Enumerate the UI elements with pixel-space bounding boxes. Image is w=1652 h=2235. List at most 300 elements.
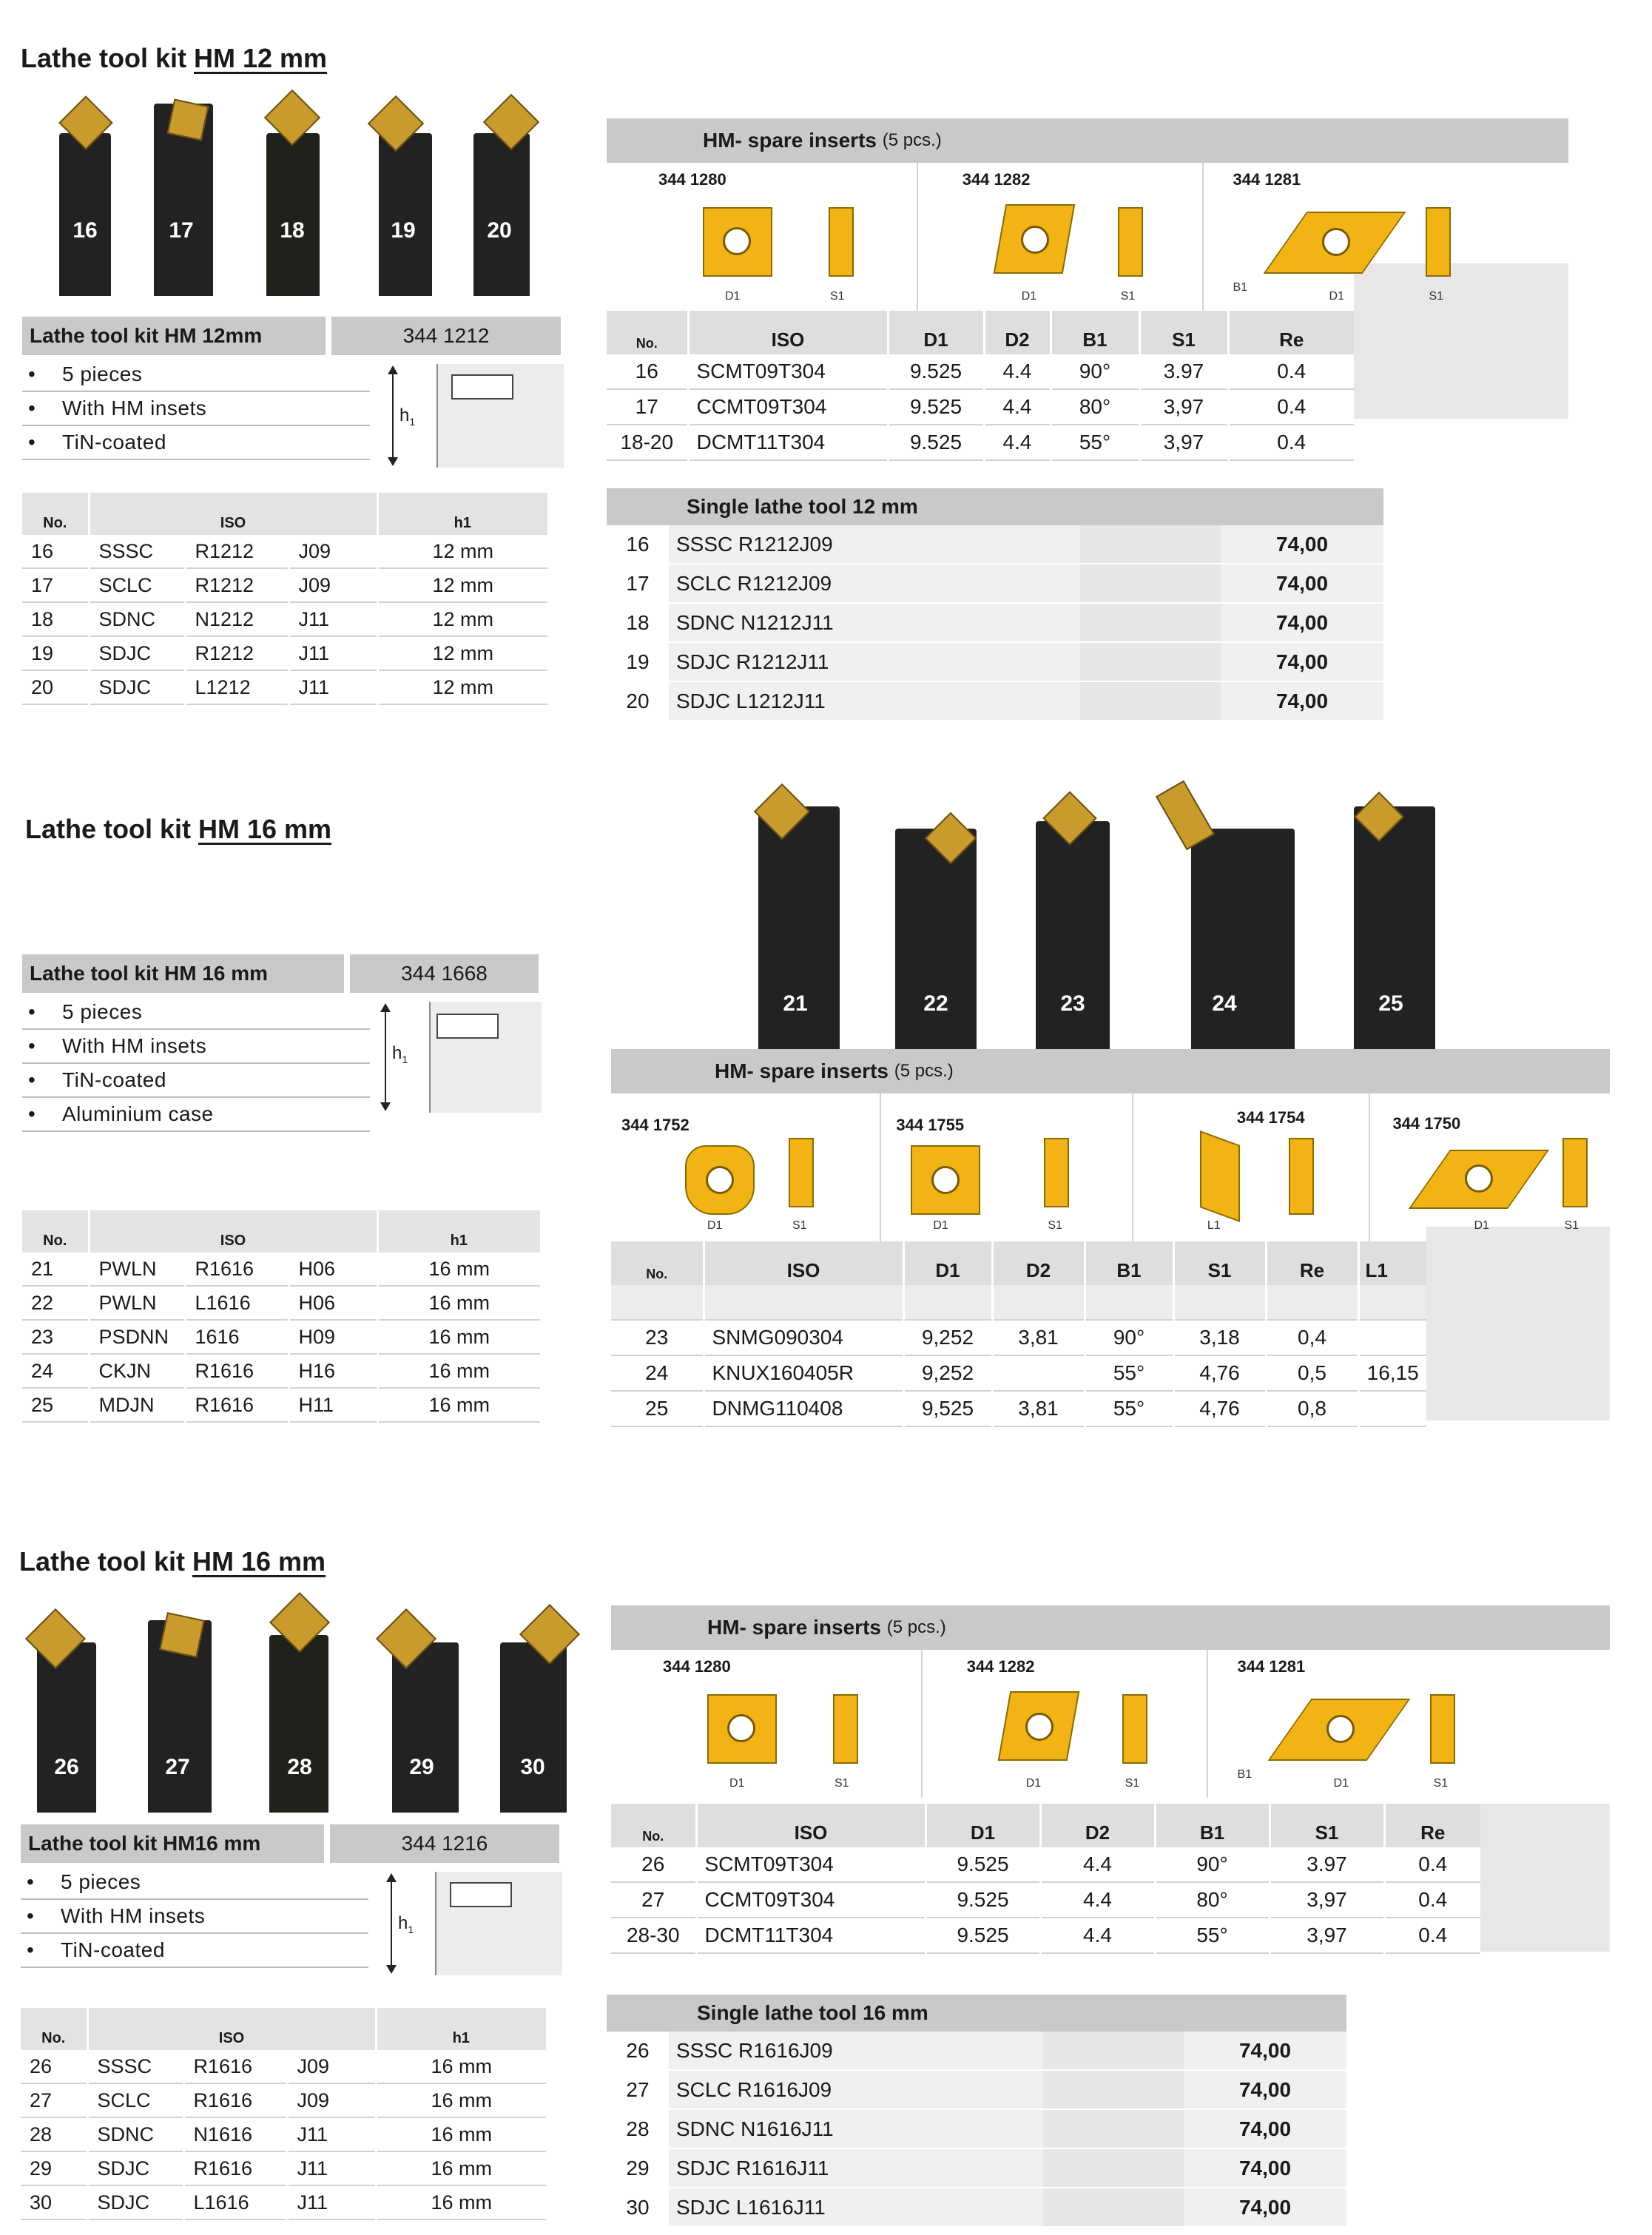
- cell: PSDNN: [89, 1320, 185, 1354]
- kit-name: Lathe tool kit HM 12mm: [22, 317, 326, 355]
- h-label: h: [398, 1913, 408, 1933]
- kit-bullets: [22, 358, 370, 460]
- cell: 23: [611, 1320, 704, 1355]
- cell: PWLN: [89, 1286, 185, 1320]
- cell: 0.4: [1228, 389, 1354, 425]
- cell: DCMT11T304: [696, 1918, 926, 1953]
- insert-drawing: [1204, 163, 1568, 311]
- cell: 9.525: [926, 1882, 1040, 1918]
- tool-photo: [259, 1591, 340, 1813]
- col-header-no: No.: [22, 1210, 89, 1253]
- single-tool-table: [607, 488, 1383, 721]
- insert-drawing: [923, 1650, 1208, 1798]
- cell: 1616: [185, 1320, 289, 1354]
- cell: 80°: [1051, 389, 1139, 425]
- kit-bullet: • TiN-coated: [21, 1934, 368, 1968]
- cell: H11: [289, 1388, 377, 1422]
- tool-photos: [15, 1591, 577, 1813]
- cell: DNMG110408: [704, 1391, 903, 1426]
- cell: 3,97: [1270, 1882, 1384, 1918]
- cell: 17: [22, 568, 89, 602]
- cell: 16 mm: [377, 1354, 540, 1388]
- cell: 28: [626, 2117, 650, 2140]
- col-header: D1: [903, 1241, 992, 1285]
- spare-header: [607, 118, 1568, 163]
- spare-inserts: [611, 1605, 1610, 1954]
- cell: 55°: [1085, 1391, 1173, 1426]
- dim-label: S1: [1564, 1219, 1579, 1232]
- cell: SDJC: [89, 670, 185, 704]
- kit-bullet: • With HM insets: [22, 1030, 370, 1064]
- col-header: ISO: [688, 311, 888, 354]
- cell: 9,252: [903, 1320, 992, 1355]
- cell: 27: [21, 2083, 87, 2117]
- cell: 16: [22, 535, 89, 568]
- dim-label: S1: [835, 1777, 849, 1790]
- kit-code: 344 1668: [350, 954, 539, 993]
- cell: SDNC: [89, 602, 185, 636]
- spare-pcs: (5 pcs.): [886, 1617, 946, 1637]
- table-row: [611, 1285, 1426, 1320]
- insert-table: [607, 311, 1354, 461]
- cell: 24: [22, 1354, 89, 1388]
- cell: SCMT09T304: [696, 1847, 926, 1882]
- h-sub: 1: [408, 1923, 414, 1935]
- cell: SCLC R1212J09: [669, 564, 1080, 602]
- col-header: S1: [1173, 1241, 1266, 1285]
- cell: J11: [287, 2185, 376, 2219]
- cell: 9.525: [926, 1847, 1040, 1882]
- cell: 9.525: [926, 1918, 1040, 1953]
- cell: H06: [289, 1253, 377, 1286]
- cell: 28-30: [611, 1918, 696, 1953]
- height-diagram: [377, 364, 562, 468]
- cell: R1212: [185, 636, 289, 670]
- cell: 18: [626, 610, 650, 634]
- dim-label: S1: [1433, 1777, 1449, 1790]
- cell: 3.97: [1270, 1847, 1384, 1882]
- tool-number: 23: [1060, 991, 1085, 1016]
- dim-label: S1: [1120, 290, 1136, 303]
- tool-photo: [44, 89, 126, 296]
- cell: 17: [626, 571, 650, 595]
- cell: 4.4: [1040, 1882, 1155, 1918]
- table-row: [22, 602, 547, 636]
- cell: L1212: [185, 670, 289, 704]
- insert-code: 344 1755: [896, 1116, 965, 1134]
- cell: 21: [22, 1253, 89, 1286]
- col-header: ISO: [696, 1804, 926, 1847]
- spare-title: HM- spare inserts: [715, 1059, 889, 1082]
- price: 74,00: [1184, 2110, 1346, 2148]
- cell: R1616: [183, 2083, 287, 2117]
- table-row: [22, 1253, 540, 1286]
- section-title: [19, 1546, 326, 1577]
- cell: 4,76: [1173, 1391, 1266, 1426]
- cell: 22: [22, 1286, 89, 1320]
- col-header: No.: [611, 1804, 696, 1847]
- cell: 16: [626, 532, 650, 556]
- cell: SCLC R1616J09: [669, 2071, 1043, 2108]
- spare-inserts: [611, 1049, 1610, 1427]
- cell: 27: [611, 1882, 696, 1918]
- cell: 28: [21, 2117, 87, 2151]
- cell: 12 mm: [377, 670, 547, 704]
- single-title: Single lathe tool 16 mm: [607, 1995, 1346, 2032]
- cell: 16 mm: [376, 2151, 546, 2185]
- cell: R1616: [185, 1354, 289, 1388]
- section-title: [25, 814, 331, 845]
- cell: 4.4: [984, 425, 1051, 460]
- cell: SCLC: [89, 568, 185, 602]
- cell: SDJC: [87, 2151, 183, 2185]
- cell: 3,97: [1270, 1918, 1384, 1953]
- spare-title: HM- spare inserts: [707, 1616, 881, 1639]
- table-row: [22, 1320, 540, 1354]
- height-diagram: [376, 1872, 561, 1975]
- insert-code: 344 1282: [966, 1657, 1035, 1676]
- cell: 3,81: [992, 1320, 1085, 1355]
- cell: 18: [22, 602, 89, 636]
- cell: N1212: [185, 602, 289, 636]
- cell: 0.4: [1228, 425, 1354, 460]
- cell: 0,4: [1266, 1320, 1358, 1355]
- section-title: [21, 43, 327, 74]
- price: 74,00: [1184, 2032, 1346, 2069]
- tool-number: 22: [923, 991, 948, 1016]
- tool-number: 20: [487, 218, 512, 243]
- col-header: D2: [984, 311, 1051, 354]
- cell: SSSC: [87, 2050, 183, 2083]
- cell: SDJC: [87, 2185, 183, 2219]
- tool-number: 18: [280, 218, 305, 243]
- tool-number: 27: [165, 1755, 190, 1779]
- cell: [992, 1285, 1085, 1320]
- section-title-emph: HM 16 mm: [198, 814, 332, 844]
- cell: [1358, 1320, 1426, 1355]
- table-row: [607, 2071, 1346, 2110]
- tool-number: 21: [783, 991, 808, 1016]
- iso-table: [21, 2008, 546, 2220]
- cell: H09: [289, 1320, 377, 1354]
- insert-code: 344 1281: [1237, 1657, 1306, 1676]
- cell: 16 mm: [376, 2117, 546, 2151]
- table-row: [607, 682, 1383, 721]
- cell: 3.97: [1139, 354, 1228, 389]
- cell: SSSC: [89, 535, 185, 568]
- cell: SDJC L1616J11: [669, 2188, 1043, 2226]
- table-row: [607, 525, 1383, 564]
- col-header-no: No.: [22, 493, 89, 535]
- price: 74,00: [1184, 2188, 1346, 2226]
- dim-label: D1: [707, 1219, 723, 1232]
- spare-header: [611, 1605, 1610, 1650]
- cell: R1212: [185, 568, 289, 602]
- insert-code: 344 1282: [962, 170, 1031, 189]
- spare-inserts: [607, 118, 1568, 461]
- insert-code: 344 1754: [1236, 1108, 1305, 1127]
- dim-label: D1: [1329, 290, 1344, 303]
- section-title-prefix: Lathe tool kit: [25, 814, 198, 844]
- single-title: Single lathe tool 12 mm: [607, 488, 1383, 525]
- col-header: B1: [1051, 311, 1139, 354]
- tool-photos: [732, 777, 1472, 1051]
- table-row: [22, 1354, 540, 1388]
- kit-code: 344 1212: [331, 317, 561, 355]
- price: 74,00: [1221, 525, 1383, 563]
- cell: 16 mm: [377, 1286, 540, 1320]
- iso-table: [22, 1210, 540, 1423]
- cell: J11: [289, 636, 377, 670]
- insert-code: 344 1280: [658, 170, 726, 189]
- price: 74,00: [1184, 2149, 1346, 2187]
- cell: [1358, 1391, 1426, 1426]
- cell: SCMT09T304: [688, 354, 888, 389]
- cell: KNUX160405R: [704, 1355, 903, 1391]
- col-header: B1: [1085, 1241, 1173, 1285]
- cell: SDJC R1212J11: [669, 643, 1080, 681]
- insert-drawing: [881, 1093, 1133, 1241]
- cell: 17: [607, 389, 688, 425]
- col-header-no: No.: [21, 2008, 87, 2050]
- cell: 3,18: [1173, 1320, 1266, 1355]
- cell: [992, 1355, 1085, 1391]
- dim-label: S1: [792, 1219, 807, 1232]
- table-row: [22, 568, 547, 602]
- tool-photo: [252, 89, 333, 296]
- insert-drawing: [611, 1093, 881, 1241]
- cell: N1616: [183, 2117, 287, 2151]
- insert-drawing: [1133, 1093, 1371, 1241]
- cell: 20: [22, 670, 89, 704]
- table-row: [21, 2117, 546, 2151]
- cell: 16 mm: [377, 1253, 540, 1286]
- insert-drawings: [611, 1093, 1610, 1241]
- cell: 4.4: [984, 354, 1051, 389]
- insert-drawing: [1370, 1093, 1610, 1241]
- kit-bullet: • TiN-coated: [22, 426, 370, 460]
- cell: R1212: [185, 535, 289, 568]
- table-row: [22, 1286, 540, 1320]
- table-row: [607, 354, 1354, 389]
- single-tool-table: [607, 1995, 1346, 2228]
- cell: 16 mm: [376, 2050, 546, 2083]
- h-sub: 1: [409, 415, 416, 428]
- cell: H06: [289, 1286, 377, 1320]
- col-header: S1: [1270, 1804, 1384, 1847]
- col-header: S1: [1139, 311, 1228, 354]
- tool-photo: [370, 1591, 473, 1813]
- cell: 55°: [1155, 1918, 1270, 1953]
- dim-label: D1: [1021, 290, 1037, 303]
- cell: 0,5: [1266, 1355, 1358, 1391]
- insert-drawings: [611, 1650, 1573, 1798]
- cell: SDJC L1212J11: [669, 682, 1080, 720]
- kit-box: [22, 954, 540, 1132]
- cell: J09: [287, 2050, 376, 2083]
- tool-photo: [1147, 777, 1302, 1051]
- tool-number: 30: [520, 1755, 545, 1779]
- cell: 3,97: [1139, 389, 1228, 425]
- cell: 12 mm: [377, 602, 547, 636]
- table-row: [607, 389, 1354, 425]
- cell: [903, 1285, 992, 1320]
- insert-code: 344 1281: [1233, 170, 1301, 189]
- cell: 26: [21, 2050, 87, 2083]
- cell: [704, 1285, 903, 1320]
- tool-photos: [30, 89, 555, 303]
- table-row: [607, 643, 1383, 682]
- cell: 55°: [1051, 425, 1139, 460]
- kit-box: [21, 1824, 561, 1968]
- iso-table: [22, 493, 547, 705]
- cell: 3,97: [1139, 425, 1228, 460]
- tool-photo: [459, 89, 540, 296]
- cell: SDNC N1212J11: [669, 604, 1080, 641]
- cell: J11: [287, 2151, 376, 2185]
- dim-label: B1: [1233, 281, 1248, 294]
- tool-photo: [22, 1591, 111, 1813]
- tool-photo: [1028, 777, 1117, 1051]
- dim-label: D1: [933, 1219, 948, 1232]
- table-row: [22, 636, 547, 670]
- cell: 19: [626, 650, 650, 673]
- table-row: [607, 2149, 1346, 2188]
- cell: 25: [22, 1388, 89, 1422]
- tool-number: 25: [1378, 991, 1403, 1016]
- cell: 0.4: [1384, 1847, 1480, 1882]
- dim-label: D1: [725, 290, 741, 303]
- table-row: [611, 1391, 1426, 1426]
- kit-name: Lathe tool kit HM 16 mm: [22, 954, 344, 993]
- cell: 24: [611, 1355, 704, 1391]
- cell: 20: [626, 689, 650, 712]
- price: 74,00: [1221, 643, 1383, 681]
- cell: J09: [289, 535, 377, 568]
- cell: [1266, 1285, 1358, 1320]
- table-row: [607, 604, 1383, 643]
- insert-drawing: [611, 1650, 923, 1798]
- insert-code: 344 1752: [621, 1116, 690, 1134]
- tool-photo: [888, 777, 984, 1051]
- tool-photo: [133, 1591, 222, 1813]
- table-row: [607, 564, 1383, 604]
- table-row: [21, 2083, 546, 2117]
- section-title-emph: HM 16 mm: [192, 1546, 326, 1577]
- tool-number: 17: [169, 218, 194, 243]
- cell: 12 mm: [377, 568, 547, 602]
- table-row: [611, 1355, 1426, 1391]
- cell: 0.4: [1228, 354, 1354, 389]
- cell: 16 mm: [376, 2083, 546, 2117]
- table-row: [607, 425, 1354, 460]
- spare-header: [611, 1049, 1610, 1093]
- spare-pcs: (5 pcs.): [894, 1061, 954, 1081]
- cell: R1616: [185, 1253, 289, 1286]
- col-header: D1: [888, 311, 984, 354]
- tool-number: 16: [73, 218, 98, 243]
- insert-drawing: [1208, 1650, 1573, 1798]
- table-row: [21, 2050, 546, 2083]
- kit-bullet: • 5 pieces: [21, 1866, 368, 1900]
- cell: 29: [626, 2156, 650, 2180]
- height-diagram: [355, 1002, 540, 1113]
- cell: [1358, 1285, 1426, 1320]
- kit-bullet: • 5 pieces: [22, 996, 370, 1030]
- cell: [611, 1285, 704, 1320]
- cell: 90°: [1051, 354, 1139, 389]
- cell: 30: [626, 2195, 650, 2219]
- insert-code: 344 1280: [663, 1657, 731, 1676]
- table-row: [22, 1388, 540, 1422]
- table-row: [611, 1847, 1480, 1882]
- cell: 16 mm: [376, 2185, 546, 2219]
- kit-bullet: • TiN-coated: [22, 1064, 370, 1098]
- tool-number: 26: [54, 1755, 79, 1779]
- cell: 9.525: [888, 425, 984, 460]
- section-title-prefix: Lathe tool kit: [21, 43, 194, 73]
- tool-photo: [1339, 777, 1443, 1051]
- tool-photo: [488, 1591, 577, 1813]
- kit-bullet: • With HM insets: [21, 1900, 368, 1934]
- col-header-h1: h1: [377, 1210, 540, 1253]
- kit-bullets: [21, 1866, 368, 1968]
- col-header-iso: ISO: [87, 2008, 376, 2050]
- price: 74,00: [1221, 564, 1383, 602]
- cell: 55°: [1085, 1355, 1173, 1391]
- cell: J11: [289, 670, 377, 704]
- cell: SCLC: [87, 2083, 183, 2117]
- h-label: h: [399, 405, 410, 425]
- col-header: Re: [1228, 311, 1354, 354]
- cell: SDJC R1616J11: [669, 2149, 1043, 2187]
- col-header-iso: ISO: [89, 1210, 377, 1253]
- col-header: Re: [1384, 1804, 1480, 1847]
- spare-title: HM- spare inserts: [703, 129, 877, 152]
- price: 74,00: [1184, 2071, 1346, 2108]
- cell: 0.4: [1384, 1882, 1480, 1918]
- cell: 16 mm: [377, 1388, 540, 1422]
- cell: 16 mm: [377, 1320, 540, 1354]
- cell: 4.4: [1040, 1918, 1155, 1953]
- h-sub: 1: [402, 1053, 408, 1065]
- cell: R1616: [183, 2050, 287, 2083]
- cell: 90°: [1085, 1320, 1173, 1355]
- kit-box: [22, 317, 562, 460]
- cell: J09: [287, 2083, 376, 2117]
- cell: [1085, 1285, 1173, 1320]
- col-header: D2: [1040, 1804, 1155, 1847]
- cell: 9,252: [903, 1355, 992, 1391]
- table-row: [22, 670, 547, 704]
- cell: J09: [289, 568, 377, 602]
- tool-photo: [363, 89, 444, 296]
- dim-label: D1: [1025, 1777, 1042, 1790]
- table-row: [21, 2151, 546, 2185]
- section-title-prefix: Lathe tool kit: [19, 1546, 192, 1577]
- cell: 16: [607, 354, 688, 389]
- tool-number: 19: [391, 218, 416, 243]
- dim-label: D1: [729, 1777, 745, 1790]
- price-column-blank: [1426, 1227, 1610, 1420]
- dim-label: S1: [1429, 290, 1444, 303]
- price: 74,00: [1221, 604, 1383, 641]
- dim-label: B1: [1237, 1768, 1253, 1781]
- col-header: No.: [611, 1241, 704, 1285]
- cell: MDJN: [89, 1388, 185, 1422]
- cell: DCMT11T304: [688, 425, 888, 460]
- tool-photo: [747, 777, 843, 1051]
